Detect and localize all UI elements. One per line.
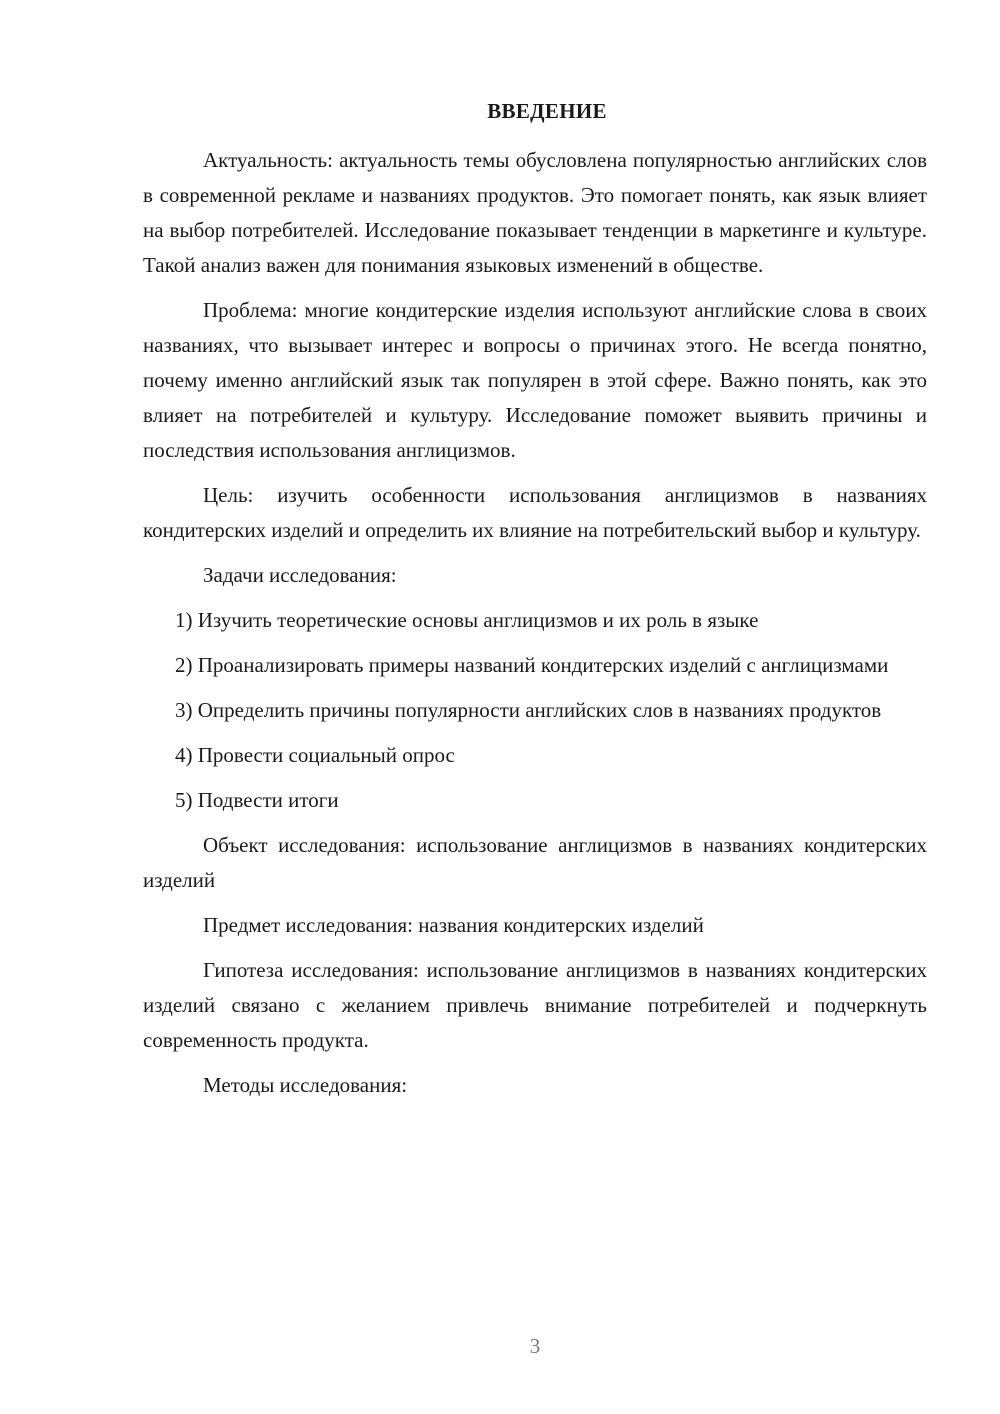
problem-paragraph: Проблема: многие кондитерские изделия используют английские слова в своих названиях, что вызывает интерес и вопросы о причинах этого. Не всегда понятно, почему именно английский язык так популярен в этой сфере. Важно понять, как это влияет на потребителей и культуру. Исследование поможет выявить причины и последствия использования англицизмов. [143,298,927,462]
task-item-1: 1) Изучить теоретические основы англицизмов и их роль в языке [175,608,759,632]
task-item-5: 5) Подвести итоги [175,788,339,812]
relevance-paragraph: Актуальность: актуальность темы обусловлена популярностью английских слов в современной рекламе и названиях продуктов. Это помогает понять, как язык влияет на выбор потребителей. Исследование показывает тенденции в маркетинге и культуре. Такой анализ важен для понимания языковых изменений в обществе. [143,148,927,277]
object-paragraph: Объект исследования: использование англицизмов в названиях кондитерских изделий [143,833,927,892]
task-item-3: 3) Определить причины популярности английских слов в названиях продуктов [175,698,882,722]
subject-paragraph: Предмет исследования: названия кондитерских изделий [203,913,704,937]
task-item-2: 2) Проанализировать примеры названий кондитерских изделий с англицизмами [175,653,889,677]
page-number: 3 [529,1334,541,1358]
tasks-title: Задачи исследования: [203,563,397,587]
page-content [143,96,927,1103]
hypothesis-paragraph: Гипотеза исследования: использование англицизмов в названиях кондитерских изделий связано с желанием привлечь внимание потребителей и подчеркнуть современность продукта. [143,958,927,1052]
task-item-4: 4) Провести социальный опрос [175,743,455,767]
goal-paragraph: Цель: изучить особенности использования англицизмов в названиях кондитерских изделий и определить их влияние на потребительский выбор и культуру. [143,483,927,542]
section-heading: ВВЕДЕНИЕ [487,99,607,123]
methods-title: Методы исследования: [203,1073,408,1097]
